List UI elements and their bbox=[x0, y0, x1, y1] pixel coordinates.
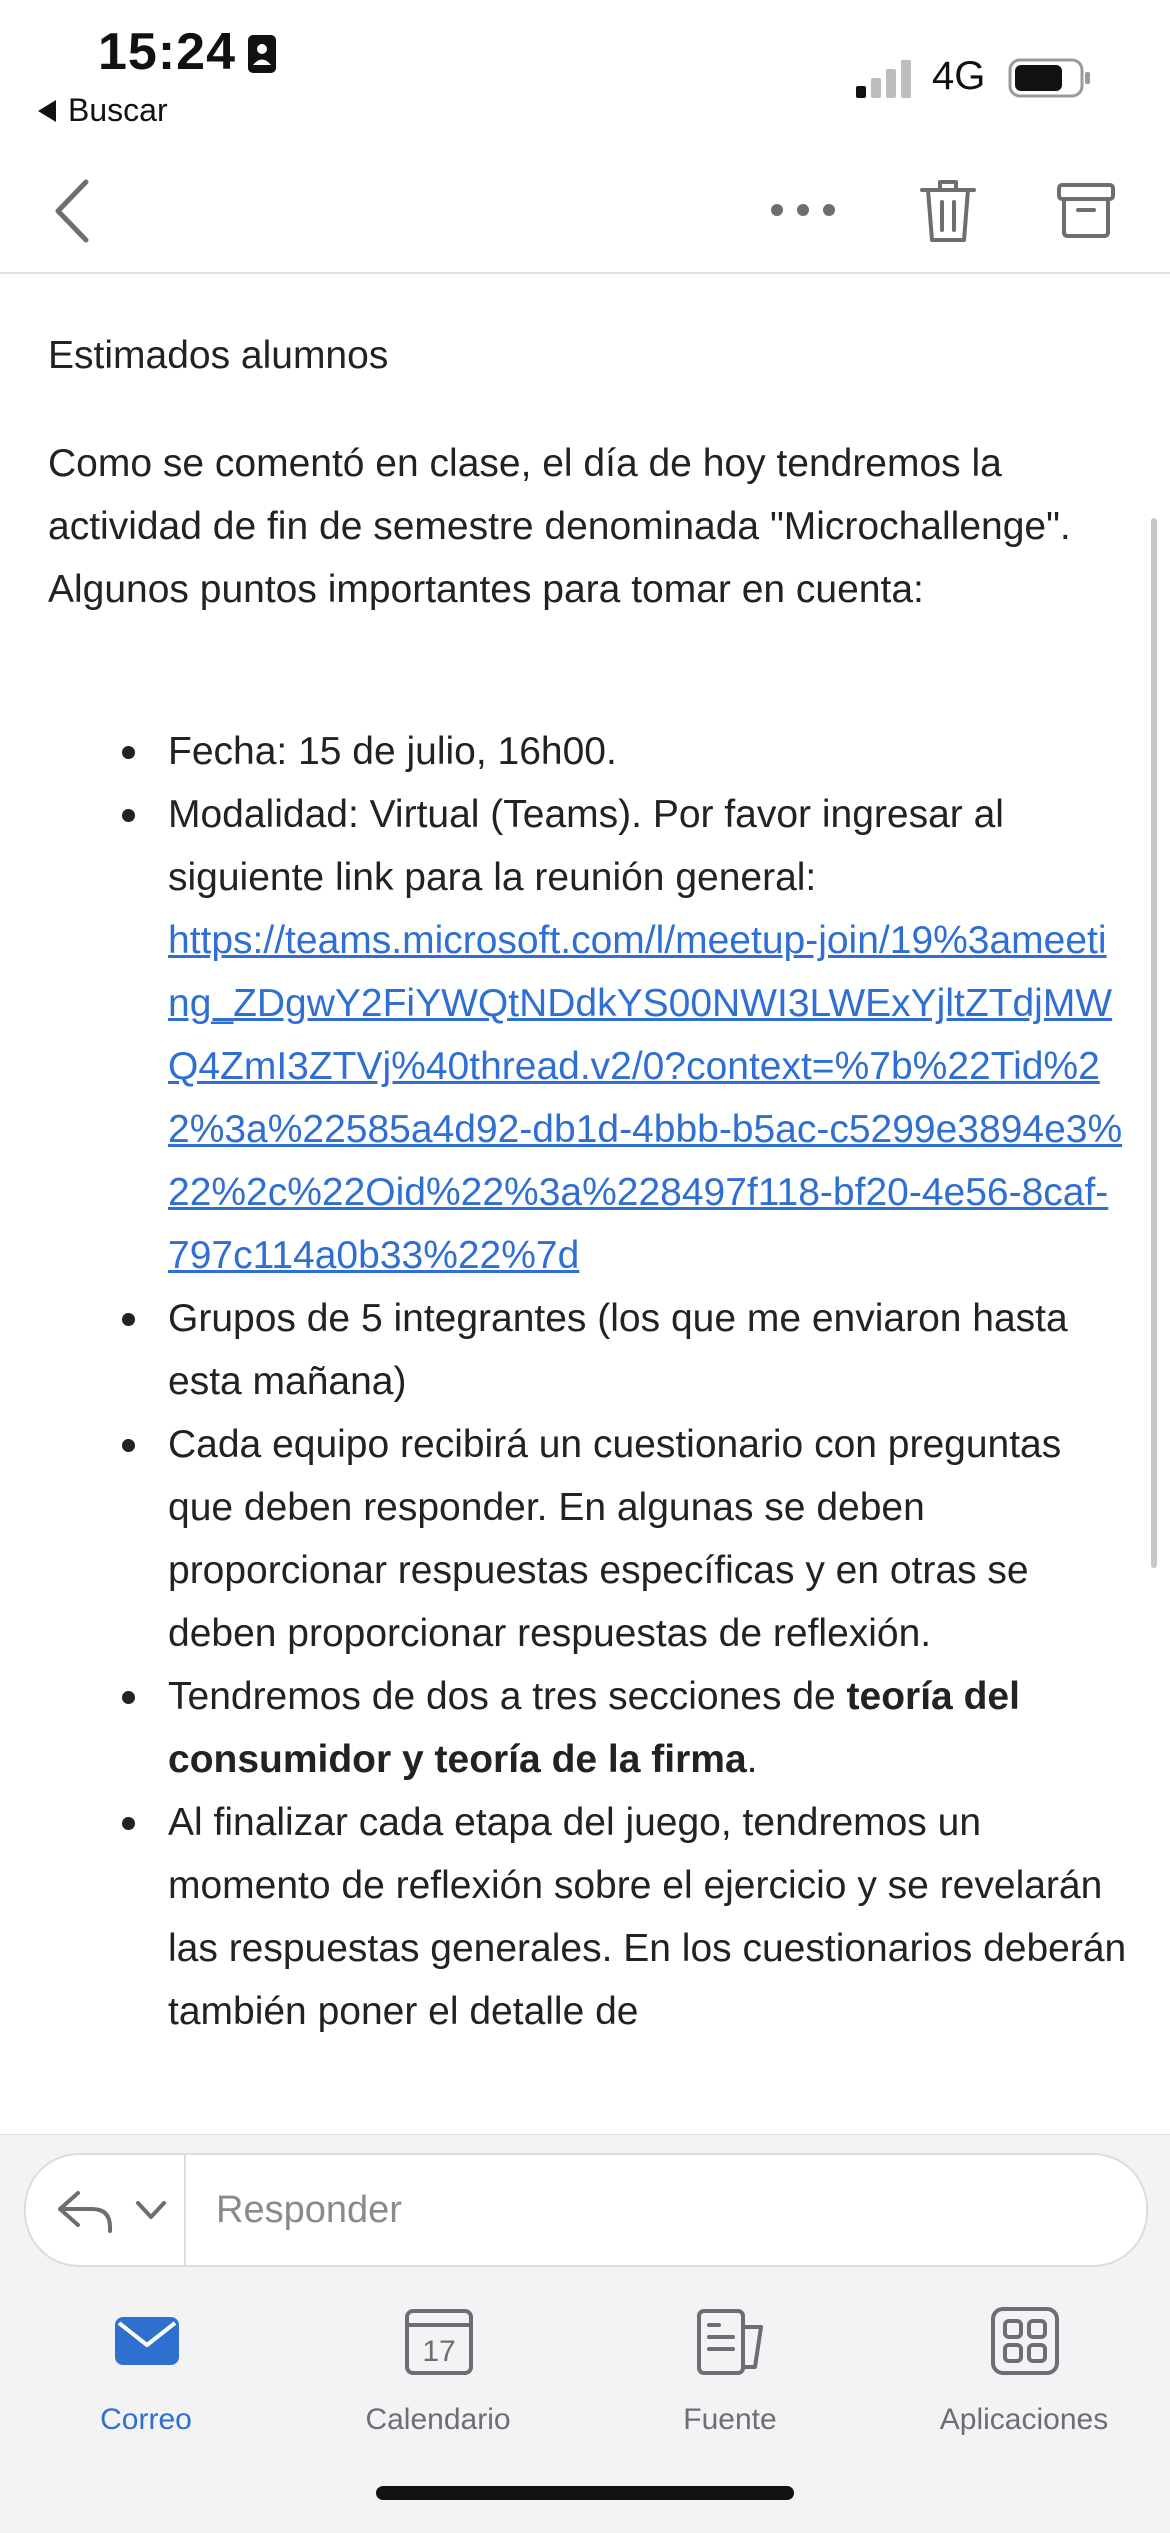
calendar-icon bbox=[403, 2305, 475, 2377]
contact-card-icon bbox=[247, 34, 277, 74]
list-item bbox=[48, 1665, 1128, 1791]
list-item bbox=[48, 1791, 1128, 2043]
email-toolbar bbox=[0, 150, 1170, 274]
tab-mail-label: Correo bbox=[100, 2403, 192, 2436]
signal-icon bbox=[854, 58, 914, 98]
calendar-day: 17 bbox=[422, 2335, 456, 2368]
bullet-sections-pre: Tendremos de dos a tres secciones de bbox=[168, 1675, 847, 1718]
tab-apps[interactable] bbox=[904, 2293, 1144, 2473]
reply-divider bbox=[184, 2155, 186, 2265]
email-greeting: Estimados alumnos bbox=[48, 334, 389, 377]
email-intro: Como se comentó en clase, el día de hoy tendremos la actividad de fin de semestre denominada "Microchallenge". Algunos puntos importantes para tomar en cuenta: bbox=[48, 442, 1071, 611]
mail-icon bbox=[111, 2305, 183, 2377]
teams-meeting-link[interactable]: https://teams.microsoft.com/l/meetup-join/19%3ameeting_ZDgwY2FiYWQtNDdkYS00NWI3LWExYjltZTdjMWQ4ZmI3ZTVj%40thread.v2/0?context=%7b%22Tid%22%3a%22585a4d92-db1d-4bbb-b5ac-c5299e3894e3%22%2c%22Oid%22%3a%228497f118-bf20-4e56-8caf-797c114a0b33%22%7d bbox=[168, 919, 1123, 1277]
reply-icon[interactable] bbox=[54, 2185, 116, 2235]
tab-calendar-label: Calendario bbox=[365, 2403, 511, 2436]
bullet-sections-bold: teoría del consumidor y teoría de la firma bbox=[168, 1675, 1020, 1781]
status-time: 15:24 bbox=[98, 23, 236, 81]
tab-calendar[interactable] bbox=[318, 2293, 558, 2473]
email-bullet-list bbox=[48, 720, 1128, 2043]
bullet-groups: Grupos de 5 integrantes (los que me enviaron hasta esta mañana) bbox=[168, 1297, 1068, 1403]
bullet-modality: Modalidad: Virtual (Teams). Por favor ingresar al siguiente link para la reunión general: bbox=[168, 793, 1004, 899]
list-item bbox=[48, 783, 1128, 1287]
list-item bbox=[48, 1413, 1128, 1665]
tab-apps-label: Aplicaciones bbox=[939, 2403, 1109, 2436]
back-triangle-icon bbox=[38, 100, 56, 122]
battery-icon bbox=[1008, 58, 1092, 98]
tab-feed-label: Fuente bbox=[683, 2403, 777, 2436]
tab-feed[interactable] bbox=[610, 2293, 850, 2473]
back-to-app-button[interactable] bbox=[38, 92, 168, 129]
list-item bbox=[48, 720, 1128, 783]
archive-icon[interactable] bbox=[1056, 180, 1116, 240]
back-app-label: Buscar bbox=[68, 92, 168, 128]
apps-icon bbox=[989, 2305, 1061, 2377]
bottom-area bbox=[0, 2134, 1170, 2533]
more-icon[interactable] bbox=[768, 198, 838, 222]
network-label: 4G bbox=[932, 54, 986, 98]
reply-input[interactable] bbox=[216, 2183, 1096, 2237]
feed-icon bbox=[695, 2305, 767, 2377]
chevron-down-icon[interactable] bbox=[134, 2195, 168, 2225]
bullet-date: Fecha: 15 de julio, 16h00. bbox=[168, 730, 617, 773]
list-item bbox=[48, 1287, 1128, 1413]
bullet-sections-post: . bbox=[746, 1738, 758, 1781]
email-body[interactable] bbox=[0, 274, 1170, 2134]
chevron-left-icon[interactable] bbox=[48, 176, 98, 246]
scroll-indicator[interactable] bbox=[1151, 518, 1157, 1568]
tab-bar bbox=[0, 2293, 1170, 2473]
trash-icon[interactable] bbox=[918, 176, 978, 246]
tab-mail[interactable] bbox=[26, 2293, 266, 2473]
bullet-questionnaire: Cada equipo recibirá un cuestionario con preguntas que deben responder. En algunas se deben proporcionar respuestas específicas y en otras se deben proporcionar respuestas de reflexión. bbox=[168, 1423, 1062, 1655]
home-indicator[interactable] bbox=[376, 2486, 794, 2500]
reply-bar bbox=[24, 2153, 1148, 2267]
status-bar bbox=[0, 0, 1170, 150]
bullet-reflection: Al finalizar cada etapa del juego, tendremos un momento de reflexión sobre el ejercicio y se revelarán las respuestas generales. En los cuestionarios deberán también poner el detalle de bbox=[168, 1801, 1127, 2033]
